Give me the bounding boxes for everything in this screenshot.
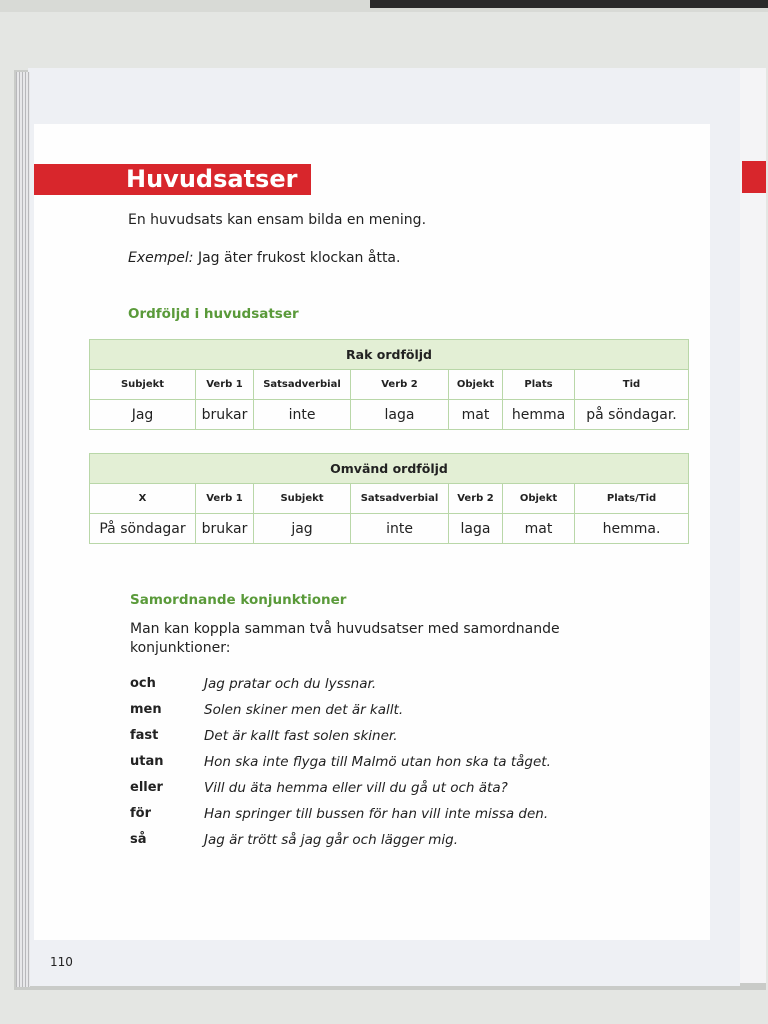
red-tab-marker	[742, 161, 766, 193]
table-header-cell: Subjekt	[254, 484, 351, 514]
table-cell: inte	[351, 514, 449, 544]
example-sentence: Det är kallt fast solen skiner.	[204, 728, 398, 744]
example-sentence: Vill du äta hemma eller vill du gå ut och äta?	[204, 780, 508, 796]
table-cell: Jag	[90, 400, 196, 430]
example-sentence: Jag är trött så jag går och lägger mig.	[204, 832, 458, 848]
example-sentence: Han springer till bussen för han vill inte missa den.	[204, 806, 549, 822]
page-number: 110	[50, 955, 73, 969]
table-header-cell: Verb 2	[449, 484, 503, 514]
table-cell: mat	[449, 400, 503, 430]
section-heading-ordfoljd: Ordföljd i huvudsatser	[128, 306, 299, 322]
table-header-cell: X	[90, 484, 196, 514]
table-cell: laga	[351, 400, 449, 430]
example-sentence: Jag pratar och du lyssnar.	[204, 676, 377, 692]
table-cell: hemma	[503, 400, 575, 430]
table-omvand-ordfoljd	[89, 453, 689, 544]
konjunktioner-intro-line1: Man kan koppla samman två huvudsatser med samordnande	[130, 621, 560, 637]
scan-edge	[370, 0, 768, 8]
example-sentence: Solen skiner men det är kallt.	[204, 702, 404, 718]
table-cell: mat	[503, 514, 575, 544]
table-header-cell: Plats/Tid	[575, 484, 689, 514]
table-header-cell: Objekt	[503, 484, 575, 514]
table-header-cell: Verb 1	[196, 484, 254, 514]
example-label: Exempel:	[128, 250, 194, 266]
table-header-cell: Satsadverbial	[254, 370, 351, 400]
table-header-cell: Satsadverbial	[351, 484, 449, 514]
example-sentence: Hon ska inte flyga till Malmö utan hon ska ta tåget.	[204, 754, 551, 770]
list-item	[130, 676, 650, 702]
konjunktion-word: men	[130, 702, 162, 717]
table-cell: På söndagar	[90, 514, 196, 544]
table-header-cell: Verb 1	[196, 370, 254, 400]
list-item	[130, 806, 650, 832]
page-title: Huvudsatser	[126, 165, 298, 193]
table-cell: inte	[254, 400, 351, 430]
list-item	[130, 728, 650, 754]
table-rak-ordfoljd	[89, 339, 689, 430]
table-header-cell: Tid	[575, 370, 689, 400]
table-cell: hemma.	[575, 514, 689, 544]
table-header-cell: Subjekt	[90, 370, 196, 400]
table-header-cell: Objekt	[449, 370, 503, 400]
konjunktion-word: eller	[130, 780, 163, 795]
konjunktion-word: och	[130, 676, 156, 691]
page-stack-edges	[16, 72, 30, 987]
example-text: Jag äter frukost klockan åtta.	[197, 250, 401, 266]
konjunktion-word: så	[130, 832, 147, 847]
table-caption: Omvänd ordföljd	[90, 454, 689, 484]
table-cell: brukar	[196, 514, 254, 544]
table-cell: laga	[449, 514, 503, 544]
konjunktion-word: utan	[130, 754, 164, 769]
table-cell: på söndagar.	[575, 400, 689, 430]
konjunktion-word: för	[130, 806, 151, 821]
konjunktion-word: fast	[130, 728, 159, 743]
table-header-cell: Plats	[503, 370, 575, 400]
list-item	[130, 754, 650, 780]
table-cell: brukar	[196, 400, 254, 430]
intro-text: En huvudsats kan ensam bilda en mening.	[128, 212, 427, 228]
list-item	[130, 702, 650, 728]
example-line	[128, 250, 400, 266]
table-cell: jag	[254, 514, 351, 544]
table-caption: Rak ordföljd	[90, 340, 689, 370]
list-item	[130, 832, 650, 858]
konjunktioner-intro-line2: konjunktioner:	[130, 640, 231, 656]
list-item	[130, 780, 650, 806]
section-heading-konjunktioner: Samordnande konjunktioner	[130, 592, 347, 608]
table-header-cell: Verb 2	[351, 370, 449, 400]
